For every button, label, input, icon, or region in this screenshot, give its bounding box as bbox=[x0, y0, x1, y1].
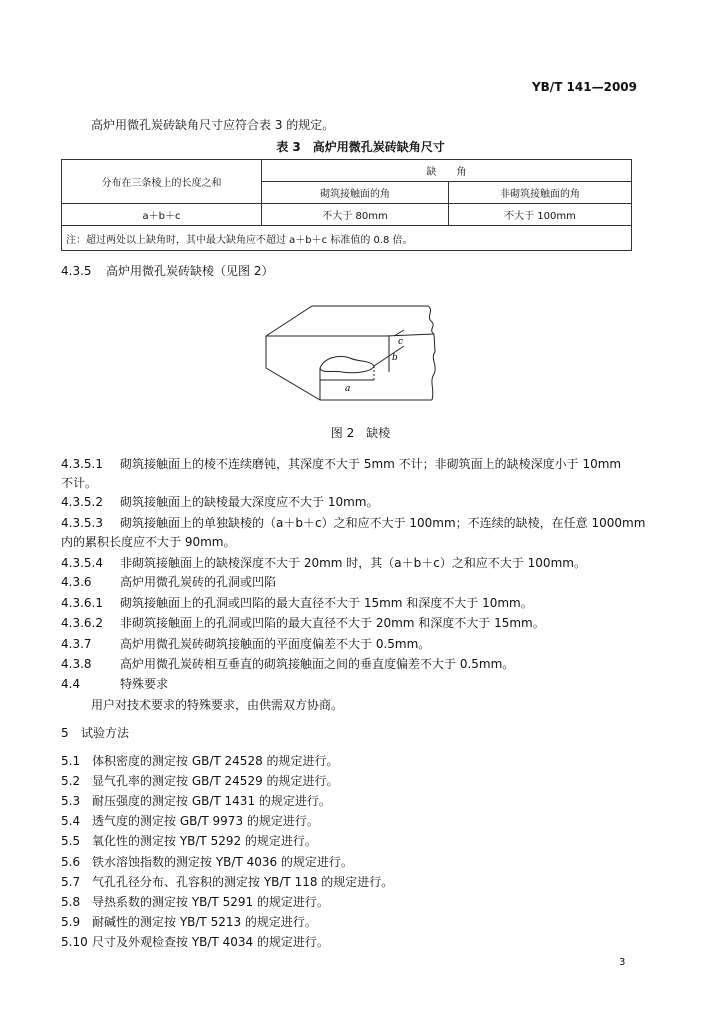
item-text: 砌筑接触面上的孔洞或凹陷的最大直径不大于 15mm 和深度不大于 10mm。 bbox=[120, 596, 533, 610]
list-item bbox=[61, 596, 533, 611]
section-5 bbox=[61, 726, 129, 741]
section-title: 试验方法 bbox=[81, 726, 130, 740]
list-item bbox=[61, 637, 430, 652]
list-item bbox=[61, 895, 329, 910]
item-text: 特殊要求 bbox=[120, 677, 169, 691]
chipped-edge-figure bbox=[258, 296, 444, 410]
item-text: 高炉用微孔炭砖的孔洞或凹陷 bbox=[120, 575, 277, 589]
list-item bbox=[61, 875, 393, 890]
table-title: 表 3 高炉用微孔炭砖缺角尺寸 bbox=[276, 140, 445, 154]
page-number: 3 bbox=[619, 957, 626, 968]
list-item bbox=[61, 754, 339, 769]
list-item bbox=[61, 774, 339, 789]
table-row-mid: 不大于 80mm bbox=[262, 204, 449, 226]
list-item bbox=[61, 457, 621, 472]
item-number: 5.4 bbox=[61, 814, 81, 828]
missing-corner-table bbox=[61, 159, 632, 251]
list-item bbox=[61, 794, 331, 809]
table-head-left: 分布在三条棱上的长度之和 bbox=[62, 160, 262, 204]
item-number: 4.3.5.1 bbox=[61, 457, 103, 471]
list-item bbox=[61, 677, 168, 692]
intro-text: 高炉用微孔炭砖缺角尺寸应符合表 3 的规定。 bbox=[91, 118, 335, 132]
item-text: 非砌筑接触面上的缺棱深度不大于 20mm 时，其（a＋b＋c）之和应不大于 100mm。 bbox=[120, 556, 586, 570]
label-b: b bbox=[392, 353, 398, 363]
list-item bbox=[61, 834, 317, 849]
item-text: 体积密度的测定按 GB/T 24528 的规定进行。 bbox=[92, 754, 339, 768]
figure-caption: 图 2 缺棱 bbox=[330, 426, 391, 440]
table-sub-right: 非砌筑接触面的角 bbox=[449, 182, 632, 204]
item-number: 4.3.8 bbox=[61, 657, 92, 671]
list-item bbox=[61, 535, 235, 550]
table-sub-left: 砌筑接触面的角 bbox=[262, 182, 449, 204]
list-item bbox=[61, 915, 317, 930]
item-text: 显气孔率的测定按 GB/T 24529 的规定进行。 bbox=[92, 774, 339, 788]
item-number: 4.3.5.3 bbox=[61, 516, 103, 530]
list-item bbox=[61, 516, 645, 531]
item-text: 砌筑接触面上的棱不连续磨钝，其深度不大于 5mm 不计；非砌筑面上的缺棱深度小于 10mm bbox=[120, 457, 622, 471]
item-number: 4.3.7 bbox=[61, 637, 92, 651]
list-item bbox=[61, 616, 545, 631]
table-head-group: 缺 角 bbox=[262, 160, 632, 182]
item-number: 4.3.6 bbox=[61, 575, 92, 589]
item-text: 非砌筑接触面上的孔洞或凹陷的最大直径不大于 20mm 和深度不大于 15mm。 bbox=[120, 616, 545, 630]
table-row-left: a＋b＋c bbox=[62, 204, 262, 226]
item-text: 不计。 bbox=[61, 476, 98, 490]
label-a: a bbox=[345, 384, 351, 394]
item-text: 铁水溶蚀指数的测定按 YB/T 4036 的规定进行。 bbox=[92, 855, 353, 869]
item-text: 砌筑接触面上的单独缺棱的（a＋b＋c）之和应不大于 100mm；不连续的缺棱，在任意 1000mm bbox=[120, 516, 646, 530]
item-number: 5.9 bbox=[61, 915, 81, 929]
item-number: 5.5 bbox=[61, 834, 81, 848]
list-item bbox=[61, 575, 276, 590]
list-item bbox=[61, 476, 97, 491]
item-number: 4.3.6.1 bbox=[61, 596, 103, 610]
item-text: 内的累积长度应不大于 90mm。 bbox=[61, 535, 236, 549]
item-text: 导热系数的测定按 YB/T 5291 的规定进行。 bbox=[92, 895, 329, 909]
section-number: 4.3.5 bbox=[61, 264, 92, 278]
item-text: 砌筑接触面上的缺棱最大深度应不大于 10mm。 bbox=[120, 495, 379, 509]
document-code: YB/T 141—2009 bbox=[531, 80, 637, 94]
item-number: 4.3.5.4 bbox=[61, 556, 103, 570]
item-text: 尺寸及外观检查按 YB/T 4034 的规定进行。 bbox=[92, 935, 329, 949]
item-number: 5.10 bbox=[61, 935, 88, 949]
item-number: 5.6 bbox=[61, 855, 81, 869]
item-text: 耐碱性的测定按 YB/T 5213 的规定进行。 bbox=[92, 915, 317, 929]
section-number: 5 bbox=[61, 726, 69, 740]
item-text: 高炉用微孔炭砖砌筑接触面的平面度偏差不大于 0.5mm。 bbox=[120, 637, 431, 651]
item-number: 5.7 bbox=[61, 875, 81, 889]
section-title: 高炉用微孔炭砖缺棱（见图 2） bbox=[106, 264, 274, 278]
section-4-4-text: 用户对技术要求的特殊要求，由供需双方协商。 bbox=[91, 698, 344, 712]
item-text: 耐压强度的测定按 GB/T 1431 的规定进行。 bbox=[92, 794, 331, 808]
label-c: c bbox=[398, 337, 404, 347]
list-item bbox=[61, 855, 353, 870]
item-number: 5.1 bbox=[61, 754, 81, 768]
item-number: 5.8 bbox=[61, 895, 81, 909]
table-note: 注：超过两处以上缺角时，其中最大缺角应不超过 a＋b＋c 标准值的 0.8 倍。 bbox=[62, 226, 632, 251]
list-item bbox=[61, 814, 319, 829]
item-number: 5.2 bbox=[61, 774, 81, 788]
list-item bbox=[61, 495, 378, 510]
table-row-right: 不大于 100mm bbox=[449, 204, 632, 226]
section-4-3-5 bbox=[61, 264, 273, 279]
item-number: 4.4 bbox=[61, 677, 81, 691]
list-item bbox=[61, 935, 329, 950]
item-number: 4.3.6.2 bbox=[61, 616, 103, 630]
list-item bbox=[61, 556, 586, 571]
item-text: 透气度的测定按 GB/T 9973 的规定进行。 bbox=[92, 814, 319, 828]
item-text: 气孔孔径分布、孔容积的测定按 YB/T 118 的规定进行。 bbox=[92, 875, 394, 889]
item-number: 5.3 bbox=[61, 794, 81, 808]
item-number: 4.3.5.2 bbox=[61, 495, 103, 509]
list-item bbox=[61, 657, 514, 672]
item-text: 氧化性的测定按 YB/T 5292 的规定进行。 bbox=[92, 834, 317, 848]
item-text: 高炉用微孔炭砖相互垂直的砌筑接触面之间的垂直度偏差不大于 0.5mm。 bbox=[120, 657, 515, 671]
